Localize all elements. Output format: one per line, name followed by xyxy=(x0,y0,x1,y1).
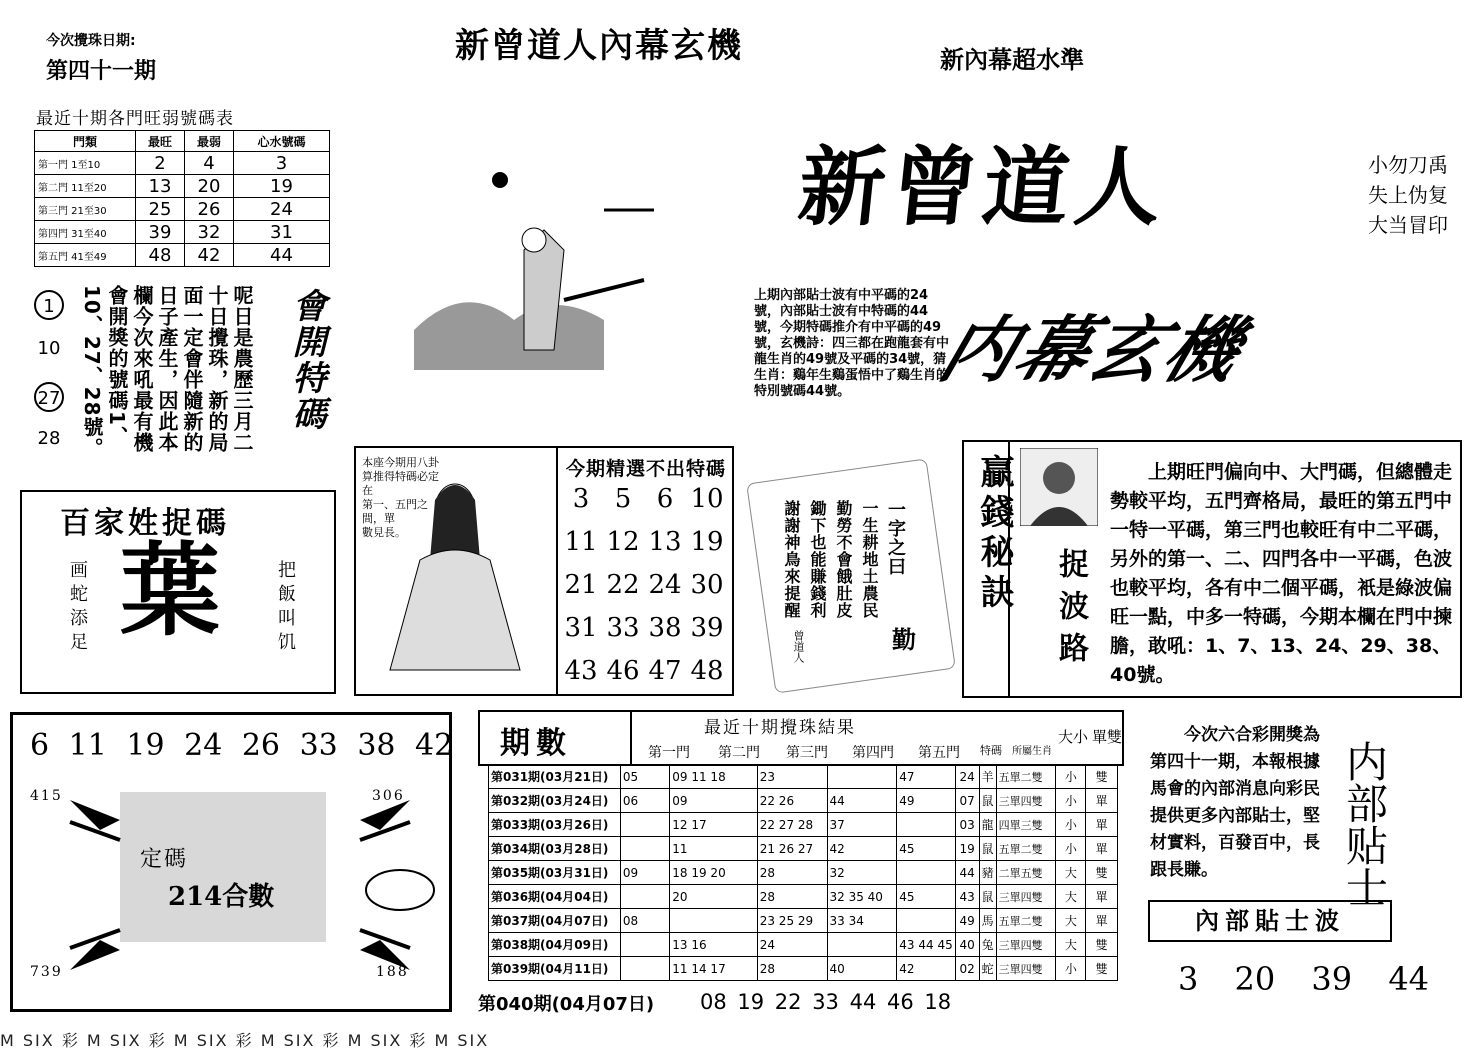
scroll-line: 謝謝神鳥來提醒 xyxy=(782,500,801,619)
zodiac-cell: 馬 xyxy=(979,909,996,933)
pick-cell: 3 xyxy=(233,152,329,175)
table-row xyxy=(489,837,1118,861)
number: 24 xyxy=(184,728,223,763)
tips-text: 今次六合彩開獎為第四十一期，本報根據馬會的內部消息向彩民提供更多內部貼士，堅材實料，百發百中，長跟長賺。 xyxy=(1150,725,1320,880)
d4-cell: 32 35 40 xyxy=(827,885,897,909)
number-row xyxy=(30,728,453,763)
parity-cell: 雙 xyxy=(1086,765,1118,789)
exclude-number: 38 xyxy=(648,613,682,643)
corner-number: 415 xyxy=(30,788,63,804)
size-cell: 小 xyxy=(1056,837,1086,861)
exclude-number: 47 xyxy=(648,656,682,686)
d3-cell: 21 26 27 xyxy=(757,837,827,861)
d2-cell: 20 xyxy=(670,885,757,909)
cold-cell: 32 xyxy=(184,221,233,244)
table-row xyxy=(35,221,330,244)
number: 42 xyxy=(415,728,454,763)
d1-cell: 05 xyxy=(620,765,669,789)
d2-cell: 18 19 20 xyxy=(670,861,757,885)
cold-cell: 20 xyxy=(184,175,233,198)
exclude-row xyxy=(560,656,728,699)
dingma-count: 214合數 xyxy=(168,882,275,912)
hot-cell: 39 xyxy=(136,221,185,244)
size-cell: 大 xyxy=(1056,861,1086,885)
surname-left-phrase: 画蛇添足 xyxy=(67,560,88,656)
d4-cell xyxy=(827,933,897,957)
parity-cell: 雙 xyxy=(1086,957,1118,981)
sp-cell: 24 xyxy=(955,765,979,789)
desc-cell: 三單四雙 xyxy=(996,885,1056,909)
big-title: 新曾道人 xyxy=(793,137,1173,238)
table-row xyxy=(489,765,1118,789)
d1-cell: 09 xyxy=(620,861,669,885)
number: 6 xyxy=(30,728,50,763)
parity-cell: 單 xyxy=(1086,837,1118,861)
d2-cell: 13 16 xyxy=(670,933,757,957)
exclude-title: 今期精選不出特碼 xyxy=(566,458,727,480)
intro-line: 數見長。 xyxy=(362,526,406,539)
size-cell: 小 xyxy=(1056,813,1086,837)
exclude-number: 13 xyxy=(648,527,682,557)
sp-cell: 44 xyxy=(955,861,979,885)
cold-cell: 26 xyxy=(184,198,233,221)
desc-cell: 五單二雙 xyxy=(996,909,1056,933)
size-cell: 小 xyxy=(1056,789,1086,813)
table-row xyxy=(35,198,330,221)
period-cell: 第032期(03月24日) xyxy=(489,789,621,813)
exclude-number: 11 xyxy=(564,527,598,557)
exclude-number: 5 xyxy=(614,484,632,514)
exclude-number: 48 xyxy=(690,656,724,686)
table-row xyxy=(489,909,1118,933)
d3-cell: 28 xyxy=(757,861,827,885)
column-header: 特碼 xyxy=(980,744,1002,757)
d5-cell: 47 xyxy=(897,765,955,789)
column-line: 會開獎的號碼1、 xyxy=(105,285,129,447)
number: 38 xyxy=(357,728,396,763)
special-column-title: 會開特碼 xyxy=(286,288,326,432)
corner-number: 306 xyxy=(372,788,405,804)
exclude-number: 43 xyxy=(564,656,598,686)
table-row xyxy=(35,175,330,198)
table-row xyxy=(489,885,1118,909)
column-header: 第二門 xyxy=(718,745,760,761)
side-note-line: 小勿刀禹 xyxy=(1368,153,1448,177)
win-title: 贏錢秘訣 xyxy=(974,454,1014,614)
zodiac-cell: 豬 xyxy=(979,861,996,885)
door-cell: 第五門 41至49 xyxy=(35,244,136,267)
main-header: 新曾道人內幕玄機 xyxy=(455,26,743,66)
column-header: 第一門 xyxy=(648,745,690,761)
surname-right-phrase: 把飯叫饥 xyxy=(275,560,296,656)
sub-header: 新內幕超水準 xyxy=(940,46,1084,74)
d3-cell: 22 26 xyxy=(757,789,827,813)
exclude-number: 10 xyxy=(690,484,724,514)
door-cell: 第一門 1至10 xyxy=(35,152,136,175)
corner-number: 188 xyxy=(376,964,409,980)
exclude-row xyxy=(560,570,728,613)
column-header: 所屬生肖 xyxy=(1012,746,1052,757)
sp-cell: 49 xyxy=(955,909,979,933)
zodiac-cell: 鼠 xyxy=(979,789,996,813)
d5-cell xyxy=(897,861,955,885)
surname-char: 葉 xyxy=(120,532,220,649)
circled-number: 27 xyxy=(34,382,64,412)
side-note-line: 失上伪复 xyxy=(1368,183,1448,207)
desc-cell: 三單四雙 xyxy=(996,933,1056,957)
exclude-row xyxy=(560,613,728,656)
d5-cell xyxy=(897,909,955,933)
size-cell: 大 xyxy=(1056,933,1086,957)
period-cell: 第033期(03月26日) xyxy=(489,813,621,837)
d4-cell: 37 xyxy=(827,813,897,837)
period-cell: 第039期(04月11日) xyxy=(489,957,621,981)
zodiac-cell: 蛇 xyxy=(979,957,996,981)
intro-line: 本座今期用八卦 xyxy=(362,456,439,469)
period-cell: 第036期(04月04日) xyxy=(489,885,621,909)
scroll-sign: 曾道人 xyxy=(792,630,805,663)
door-cell: 第二門 11至20 xyxy=(35,175,136,198)
desc-cell: 三單四雙 xyxy=(996,957,1056,981)
exclude-number: 24 xyxy=(648,570,682,600)
zodiac-cell: 兔 xyxy=(979,933,996,957)
door-cell: 第三門 21至30 xyxy=(35,198,136,221)
desc-cell: 五單二雙 xyxy=(996,837,1056,861)
pick-cell: 44 xyxy=(233,244,329,267)
table-row xyxy=(35,244,330,267)
scroll-line: 鋤下也能賺錢利 xyxy=(808,500,827,619)
d5-cell: 42 xyxy=(897,957,955,981)
number: 26 xyxy=(241,728,281,763)
sp-cell: 43 xyxy=(955,885,979,909)
table-row xyxy=(489,861,1118,885)
intro-line: 第一、五門之間，單 xyxy=(362,498,428,525)
exclude-grid xyxy=(560,484,728,699)
sp-cell: 02 xyxy=(955,957,979,981)
zodiac-cell: 龍 xyxy=(979,813,996,837)
win-text: 上期旺門偏向中、大門碼，但總體走勢較平均，五門齊格局，最旺的第五門中一特一平碼，第三門也較旺有中二平碼，另外的第一、二、四門各中一平碼，色波也較平均，各有中二個平碼，衹是綠波偏旺一點，中多一特碼，今期本欄在門中揀膽，敢吼：1、7、13、24、29、38、40號。 xyxy=(1110,461,1453,686)
column-header: 最弱 xyxy=(184,131,233,152)
d3-cell: 23 25 29 xyxy=(757,909,827,933)
win-subtitle: 捉波路 xyxy=(1053,548,1088,674)
tips-title: 內部貼士波 xyxy=(1148,900,1392,942)
scroll-line: 勤勞不會餓肚皮 xyxy=(834,500,853,619)
cold-cell: 42 xyxy=(184,244,233,267)
d1-cell xyxy=(620,957,669,981)
corner-number: 739 xyxy=(30,964,63,980)
column-header: 第三門 xyxy=(786,745,828,761)
last-period-paragraph: 上期內部貼士波有中平碼的24號，內部貼士波有中特碼的44號，今期特碼推介有中平碼的49號，玄機詩：四三都在跑龍套有中龍生肖的49號及平碼的34號，猜生肖：鷄年生鷄蛋悟中了鷄生肖的特別號碼44號。 xyxy=(754,288,950,399)
exclude-number: 22 xyxy=(606,570,640,600)
column-line: 10、27、28號。 xyxy=(80,285,104,459)
side-note xyxy=(1368,150,1448,240)
results-period-label: 期數 xyxy=(500,726,572,761)
hot-cold-table xyxy=(34,130,330,267)
d1-cell: 08 xyxy=(620,909,669,933)
column-line: 呢日是農歷三月二 xyxy=(230,285,254,453)
d4-cell: 32 xyxy=(827,861,897,885)
column-line: 十日攪珠，新的局 xyxy=(205,285,229,453)
period-cell: 第035期(03月31日) xyxy=(489,861,621,885)
d4-cell: 40 xyxy=(827,957,897,981)
period-cell: 第037期(04月07日) xyxy=(489,909,621,933)
d3-cell: 28 xyxy=(757,885,827,909)
zodiac-cell: 鼠 xyxy=(979,885,996,909)
exclude-number: 3 xyxy=(572,484,590,514)
d5-cell: 43 44 45 xyxy=(897,933,955,957)
column-header: 門類 xyxy=(35,131,136,152)
d2-cell: 09 xyxy=(670,789,757,813)
scroll-poem xyxy=(780,500,906,619)
exclude-number: 31 xyxy=(564,613,598,643)
pick-cell: 24 xyxy=(233,198,329,221)
goddess-illustration xyxy=(380,470,530,690)
portrait-photo xyxy=(1020,448,1098,526)
d1-cell xyxy=(620,837,669,861)
door-cell: 第四門 31至40 xyxy=(35,221,136,244)
draw-date-label: 今次攪珠日期: xyxy=(46,33,136,49)
exclude-number: 39 xyxy=(690,613,724,643)
column-header: 第五門 xyxy=(918,745,960,761)
results-last-numbers: 08 19 22 33 44 46 18 xyxy=(700,990,952,1014)
cold-cell: 4 xyxy=(184,152,233,175)
period-cell: 第038期(04月09日) xyxy=(489,933,621,957)
sp-cell: 40 xyxy=(955,933,979,957)
hot-cold-title: 最近十期各門旺弱號碼表 xyxy=(36,109,234,129)
exclude-number: 46 xyxy=(606,656,640,686)
table-row xyxy=(489,789,1118,813)
d5-cell: 45 xyxy=(897,837,955,861)
d1-cell xyxy=(620,813,669,837)
exclude-row xyxy=(560,527,728,570)
column-line: 欄今次來吼最有機 xyxy=(130,285,154,453)
hot-cell: 48 xyxy=(136,244,185,267)
column-line: 日子產生，因此本 xyxy=(155,285,179,453)
d2-cell: 11 14 17 xyxy=(670,957,757,981)
parity-cell: 雙 xyxy=(1086,933,1118,957)
results-title: 最近十期攪珠結果 xyxy=(704,718,856,738)
plain-number: 10 xyxy=(37,338,61,359)
results-last-period: 第040期(04月07日) xyxy=(478,994,655,1015)
results-header-divider xyxy=(630,710,632,766)
results-table xyxy=(488,764,1118,981)
exclude-number: 33 xyxy=(606,613,640,643)
parity-cell: 單 xyxy=(1086,885,1118,909)
issue-number: 第四十一期 xyxy=(46,59,157,84)
zodiac-cell: 鼠 xyxy=(979,837,996,861)
sp-cell: 07 xyxy=(955,789,979,813)
desc-cell: 五單二雙 xyxy=(996,765,1056,789)
intro-line: 算推得特碼必定在 xyxy=(362,470,439,497)
d3-cell: 22 27 28 xyxy=(757,813,827,837)
d4-cell: 42 xyxy=(827,837,897,861)
d3-cell: 28 xyxy=(757,957,827,981)
d3-cell: 24 xyxy=(757,933,827,957)
tips-numbers: 3 20 39 44 xyxy=(1178,960,1430,998)
d5-cell xyxy=(897,813,955,837)
pick-cell: 31 xyxy=(233,221,329,244)
exclude-number: 6 xyxy=(656,484,674,514)
table-row xyxy=(35,152,330,175)
period-cell: 第034期(03月28日) xyxy=(489,837,621,861)
size-cell: 大 xyxy=(1056,909,1086,933)
d2-cell: 09 11 18 xyxy=(670,765,757,789)
surname-title: 百家姓捉碼 xyxy=(60,506,230,541)
plain-number: 28 xyxy=(37,428,61,449)
d1-cell xyxy=(620,885,669,909)
d3-cell: 23 xyxy=(757,765,827,789)
size-cell: 小 xyxy=(1056,765,1086,789)
column-header: 最旺 xyxy=(136,131,185,152)
footer-strip: M SIX 彩 M SIX 彩 M SIX 彩 M SIX 彩 M SIX 彩 M SIX xyxy=(0,1031,490,1050)
dingma-label: 定碼 xyxy=(140,847,189,872)
sp-cell: 03 xyxy=(955,813,979,837)
number: 11 xyxy=(68,728,107,763)
sp-cell: 19 xyxy=(955,837,979,861)
scroll-title-2: 勤 xyxy=(892,626,916,654)
exclude-divider xyxy=(556,446,558,696)
exclude-number: 21 xyxy=(564,570,598,600)
zodiac-cell: 羊 xyxy=(979,765,996,789)
side-note-line: 大当冒印 xyxy=(1368,213,1448,237)
size-cell: 大 xyxy=(1056,885,1086,909)
scroll-title: 一字之曰 xyxy=(885,500,906,576)
exclude-number: 30 xyxy=(690,570,724,600)
hot-cell: 2 xyxy=(136,152,185,175)
table-row xyxy=(489,933,1118,957)
exclude-number: 12 xyxy=(606,527,640,557)
d1-cell xyxy=(620,933,669,957)
desc-cell: 四單三雙 xyxy=(996,813,1056,837)
parity-cell: 單 xyxy=(1086,789,1118,813)
parity-cell: 單 xyxy=(1086,909,1118,933)
pick-cell: 19 xyxy=(233,175,329,198)
circled-number: 1 xyxy=(34,290,64,320)
column-header: 第四門 xyxy=(852,745,894,761)
table-row xyxy=(489,957,1118,981)
desc-cell: 二單五雙 xyxy=(996,861,1056,885)
d2-cell: 11 xyxy=(670,837,757,861)
number: 19 xyxy=(126,728,165,763)
column-header: 大小 xyxy=(1058,728,1089,746)
d1-cell: 06 xyxy=(620,789,669,813)
exclude-number: 19 xyxy=(690,527,724,557)
column-line: 面一定會伴隨新的 xyxy=(180,285,204,453)
hot-cell: 25 xyxy=(136,198,185,221)
scholar-illustration xyxy=(404,170,664,380)
exclude-row xyxy=(560,484,728,527)
desc-cell: 三單四雙 xyxy=(996,789,1056,813)
d5-cell: 49 xyxy=(897,789,955,813)
d4-cell: 44 xyxy=(827,789,897,813)
parity-cell: 雙 xyxy=(1086,861,1118,885)
period-cell: 第031期(03月21日) xyxy=(489,765,621,789)
scroll-line: 一生耕地土農民 xyxy=(860,500,879,619)
number: 33 xyxy=(299,728,338,763)
hot-cell: 13 xyxy=(136,175,185,198)
d4-cell: 33 34 xyxy=(827,909,897,933)
table-header-row xyxy=(35,131,330,152)
size-cell: 小 xyxy=(1056,957,1086,981)
special-column-text xyxy=(80,285,253,465)
table-row xyxy=(489,813,1118,837)
d5-cell: 45 xyxy=(897,885,955,909)
parity-cell: 單 xyxy=(1086,813,1118,837)
column-header: 單雙 xyxy=(1092,728,1123,746)
big-title-2: 内幕玄機 xyxy=(930,308,1254,392)
column-header: 心水號碼 xyxy=(233,131,329,152)
d4-cell xyxy=(827,765,897,789)
d2-cell xyxy=(670,909,757,933)
d2-cell: 12 17 xyxy=(670,813,757,837)
handwritten-tips: 内部贴士 xyxy=(1340,740,1389,908)
